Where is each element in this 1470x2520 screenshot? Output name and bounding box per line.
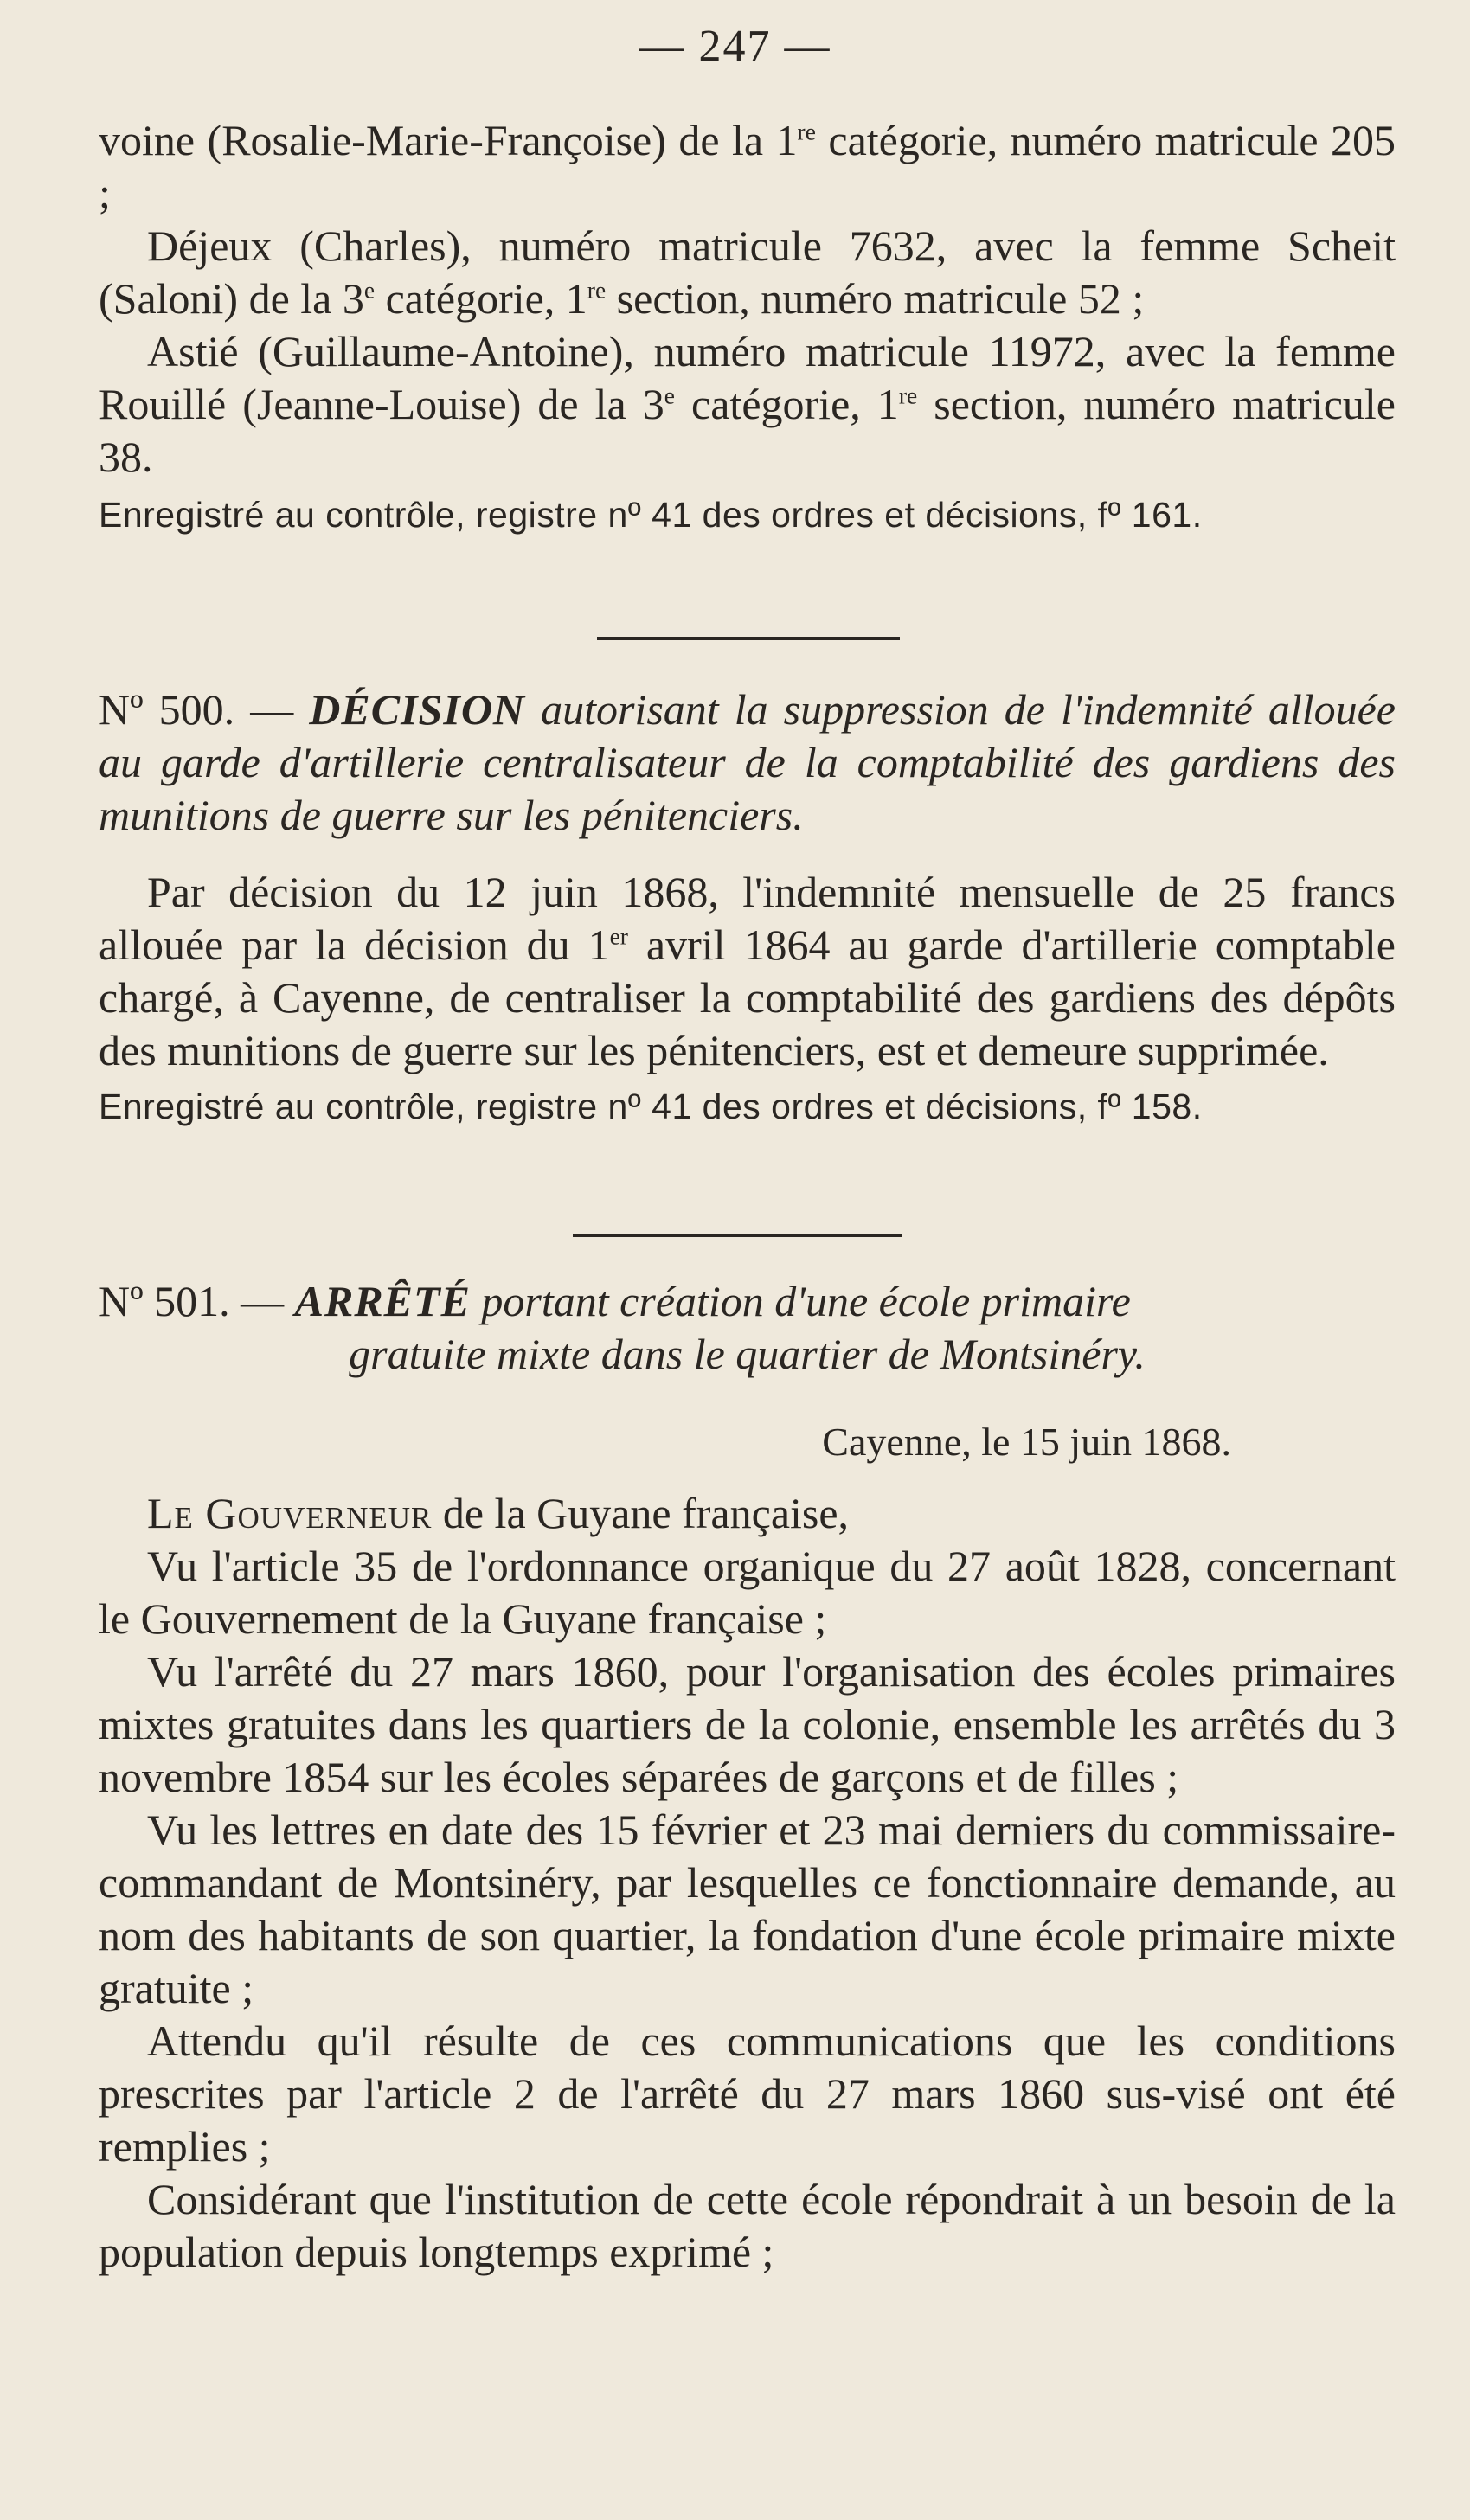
vu-article-35: Vu l'article 35 de l'ordonnance organique du 27 août 1828, concernant le Gouvernement de la Guyane française ; [99, 1542, 1396, 1643]
attendu: Attendu qu'il résulte de ces communications que les conditions prescrites par l'article 2 de l'arrêté du 27 mars 1860 sus-visé ont été remplies ; [99, 2017, 1396, 2171]
vu-arrete-1860: Vu l'arrêté du 27 mars 1860, pour l'organisation des écoles primaires mixtes gratuites dans les quartiers de la colonie, ensemble les arrêtés du 3 novembre 1854 sur les écoles séparées de garçons et de filles ; [99, 1647, 1396, 1801]
vu-lettres: Vu les lettres en date des 15 février et 23 mai derniers du commissaire-commandant de Montsinéry, par lesquelles ce fonctionnaire demande, au nom des habitants de son quartier, la fondation d'une école primaire mixte gratuite ; [99, 1805, 1396, 2012]
section-501-title-line2: gratuite mixte dans le quartier de Montsinéry. [349, 1330, 1146, 1378]
section-501-title: portant création d'une école primaire [470, 1277, 1131, 1325]
paragraph-dejeux: Déjeux (Charles), numéro matricule 7632, avec la femme Scheit (Saloni) de la 3e catégorie, 1re section, numéro matricule 52 ; [99, 221, 1396, 323]
separator-rule-2 [573, 1234, 902, 1237]
page-number: — 247 — [639, 22, 831, 71]
section-501-title-caps: ARRÊTÉ [294, 1277, 471, 1325]
section-501 [99, 1275, 1396, 2279]
paragraph-astie: Astié (Guillaume-Antoine), numéro matricule 11972, avec la femme Rouillé (Jeanne-Louise) de la 3e catégorie, 1re section, numéro matricule 38. [99, 327, 1396, 481]
section-500-title: autorisant la suppression de l'indemnité allouée au garde d'artillerie centralisateur de la comptabilité des gardiens des munitions de guerre sur les pénitenciers. [99, 685, 1396, 839]
section-500-number: Nº 500. [99, 685, 235, 734]
paragraph-voine: voine (Rosalie-Marie-Françoise) de la 1re catégorie, numéro matricule 205 ; [99, 116, 1396, 217]
block-continuation [99, 114, 1396, 539]
dateline: Cayenne, le 15 juin 1868. [822, 1420, 1231, 1464]
register-note-1: Enregistré au contrôle, registre nº 41 des ordres et décisions, fº 161. [99, 495, 1203, 535]
section-501-number: Nº 501. [99, 1277, 230, 1325]
section-501-heading: Nº 501. — ARRÊTÉ portant création d'une école primaire [99, 1277, 1131, 1325]
register-note-2: Enregistré au contrôle, registre nº 41 des ordres et décisions, fº 158. [99, 1087, 1203, 1126]
separator-rule-1 [597, 637, 900, 640]
section-500-body: Par décision du 12 juin 1868, l'indemnité mensuelle de 25 francs allouée par la décision du 1er avril 1864 au garde d'artillerie comptable chargé, à Cayenne, de centraliser la comptabilité des gardiens des dépôts des munitions de guerre sur les pénitenciers, est et demeure supprimée. [99, 868, 1396, 1074]
governor-line: Le Gouverneur de la Guyane française, [147, 1489, 850, 1537]
section-500-title-caps: DÉCISION [309, 685, 526, 734]
section-500 [99, 683, 1396, 1131]
considerant: Considérant que l'institution de cette école répondrait à un besoin de la population depuis longtemps exprimé ; [99, 2175, 1396, 2276]
section-500-heading: Nº 500. — DÉCISION autorisant la suppression de l'indemnité allouée au garde d'artillerie centralisateur de la comptabilité des gardiens des munitions de guerre sur les pénitenciers. [99, 685, 1396, 839]
